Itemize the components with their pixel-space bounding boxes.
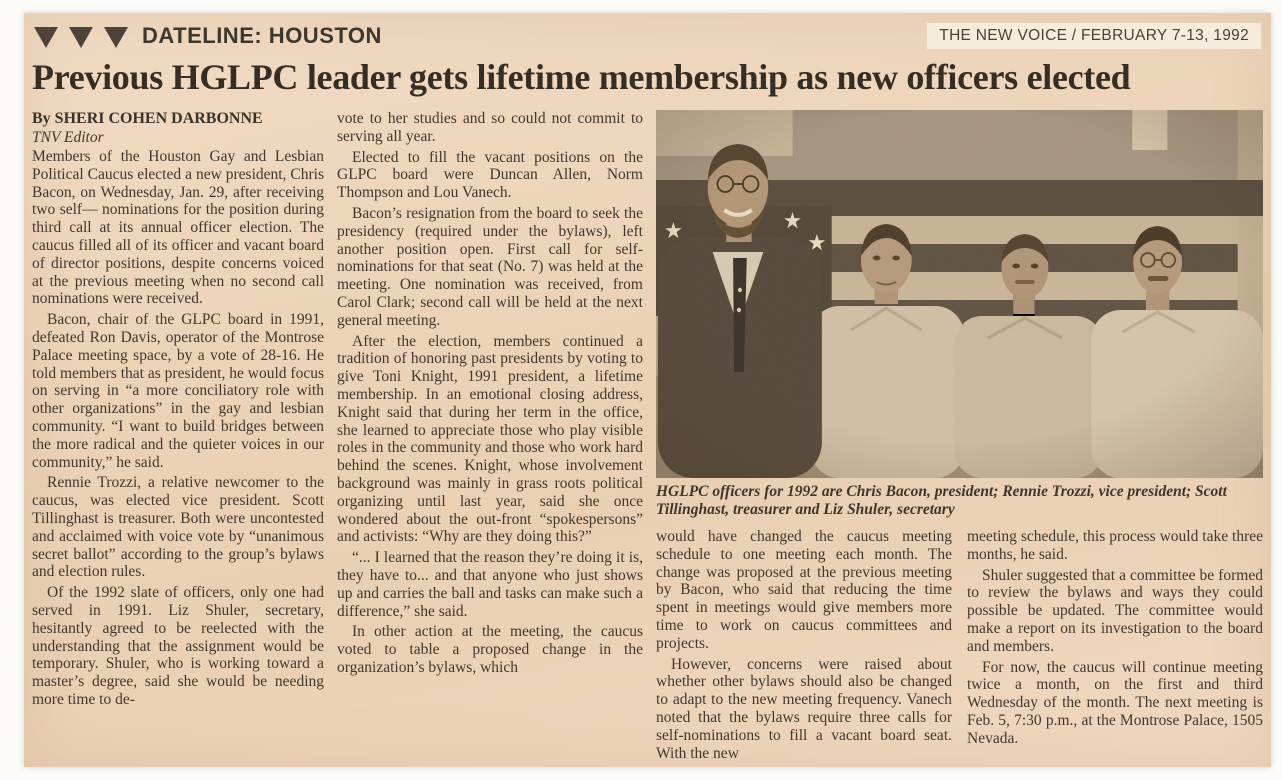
byline-author: By SHERI COHEN DARBONNE [32,110,263,127]
officers-photo [656,110,1263,478]
column-4 [967,528,1263,765]
photo-caption: HGLPC officers for 1992 are Chris Bacon, president; Rennie Trozzi, vice president; Scott Tillinghast, treasurer and Liz Shuler, secretary [656,483,1227,518]
issue-line: THE NEW VOICE / FEBRUARY 7-13, 1992 [927,23,1261,49]
down-triangles-icon [34,25,128,48]
column-4-paragraphs [967,528,1263,748]
article-paragraph: “... I learned that the reason they’re doing it is, they have to... and that anyone who just shows up and carries the ball and tasks can make such a difference,” she said. [337,549,643,620]
article-paragraph: meeting schedule, this process would take three months, he said. [967,528,1263,563]
down-triangle-icon [34,27,58,48]
article-paragraph: would have changed the caucus meeting schedule to one meeting each month. The change was proposed at the previous meeting by Bacon, who said that reducing the time spent in meetings would give members more time to work on caucus committees and projects. [656,528,952,652]
byline-role: TNV Editor [32,129,104,146]
article-paragraph: After the election, members continued a tradition of honoring past presidents by voting to give Toni Knight, 1991 president, a lifetime membership. In an emotional closing address, Knight said that during her term in the office, she learned to appreciate those who play visible roles in the community and those who work hard behind the scenes. Knight, whose involvement background was mainly in grass roots political organizing until last year, said she once wondered about the out-front “spokespersons” and activists: “Why are they doing this?” [337,332,643,546]
photo-vignette [656,110,1263,478]
column-1 [32,110,324,765]
article-paragraph: Elected to fill the vacant positions on the GLPC board were Duncan Allen, Norm Thompson and Lou Vanech. [337,148,643,202]
dateline-text: DATELINE: HOUSTON [142,23,382,48]
article-paragraph: Bacon’s resignation from the board to seek the presidency (required under the bylaws), left another position open. First call for self-nominations for that seat (No. 7) was held at the meeting. One nomination was received, from Carol Clark; second call will be held at the next general meeting. [337,204,643,329]
article-paragraph: Bacon, chair of the GLPC board in 1991, defeated Ron Davis, operator of the Montrose Palace meeting space, by a vote of 28-16. He told members that as president, he would focus on serving in “a more conciliatory role with other organizations” in the gay and lesbian community. “I want to build bridges between the more radical and the quieter voices in our community,” he said. [32,311,324,471]
article-paragraph: Rennie Trozzi, a relative newcomer to the caucus, was elected vice president. Scott Tillinghast is treasurer. Both were uncontested and acclaimed with voice vote by “unanimous secret ballot” according to the group’s bylaws and election rules. [32,474,324,581]
column-3 [656,528,952,765]
byline [32,110,324,147]
article-paragraph: However, concerns were raised about whether other bylaws should also be changed to adapt to the new meeting frequency. Vanech noted that the bylaws require three calls for self-nominations to fill a vacant board seat. With the new [656,655,952,762]
article-body [32,110,1263,761]
article-paragraph: In other action at the meeting, the caucus voted to table a proposed change in the organization’s bylaws, which [337,623,643,676]
headline: Previous HGLPC leader gets lifetime membership as new officers elected [32,57,1131,97]
article-paragraph: Shuler suggested that a committee be formed to review the bylaws and ways they could possible be updated. The committee would make a report on its investigation to the board and members. [967,566,1263,655]
article-paragraph: Members of the Houston Gay and Lesbian Political Caucus elected a new president, Chris Bacon, on Wednesday, Jan. 29, after receiving two self— nominations for the position during third call at its annual officer election. The caucus filled all of its officer and vacant board of director positions, despite concerns voiced at the previous meeting when no second call nominations were received. [32,148,324,308]
down-triangle-icon [69,27,93,48]
column-3-paragraphs [656,528,952,762]
article-paragraph: For now, the caucus will continue meeting twice a month, on the first and third Wednesday of the month. The next meeting is Feb. 5, 7:30 p.m., at the Montrose Palace, 1505 Nevada. [967,658,1263,747]
newspaper-clipping [24,13,1271,767]
photo-and-columns [656,110,1263,765]
dateline-banner [34,23,382,49]
masthead [34,20,1261,52]
article-paragraph: vote to her studies and so could not commit to serving all year. [337,110,643,145]
officers-photo-art [656,110,1263,478]
column-1-paragraphs [32,148,324,709]
column-2 [337,110,643,765]
column-2-paragraphs [337,110,643,677]
lower-columns [656,528,1263,765]
article-paragraph: Of the 1992 slate of officers, only one had served in 1991. Liz Shuler, secretary, hesitantly agreed to be reelected with the understanding that the assignment would be temporary. Shuler, who is working toward a master’s degree, said she would be needing more time to de- [32,584,324,708]
down-triangle-icon [104,27,128,48]
